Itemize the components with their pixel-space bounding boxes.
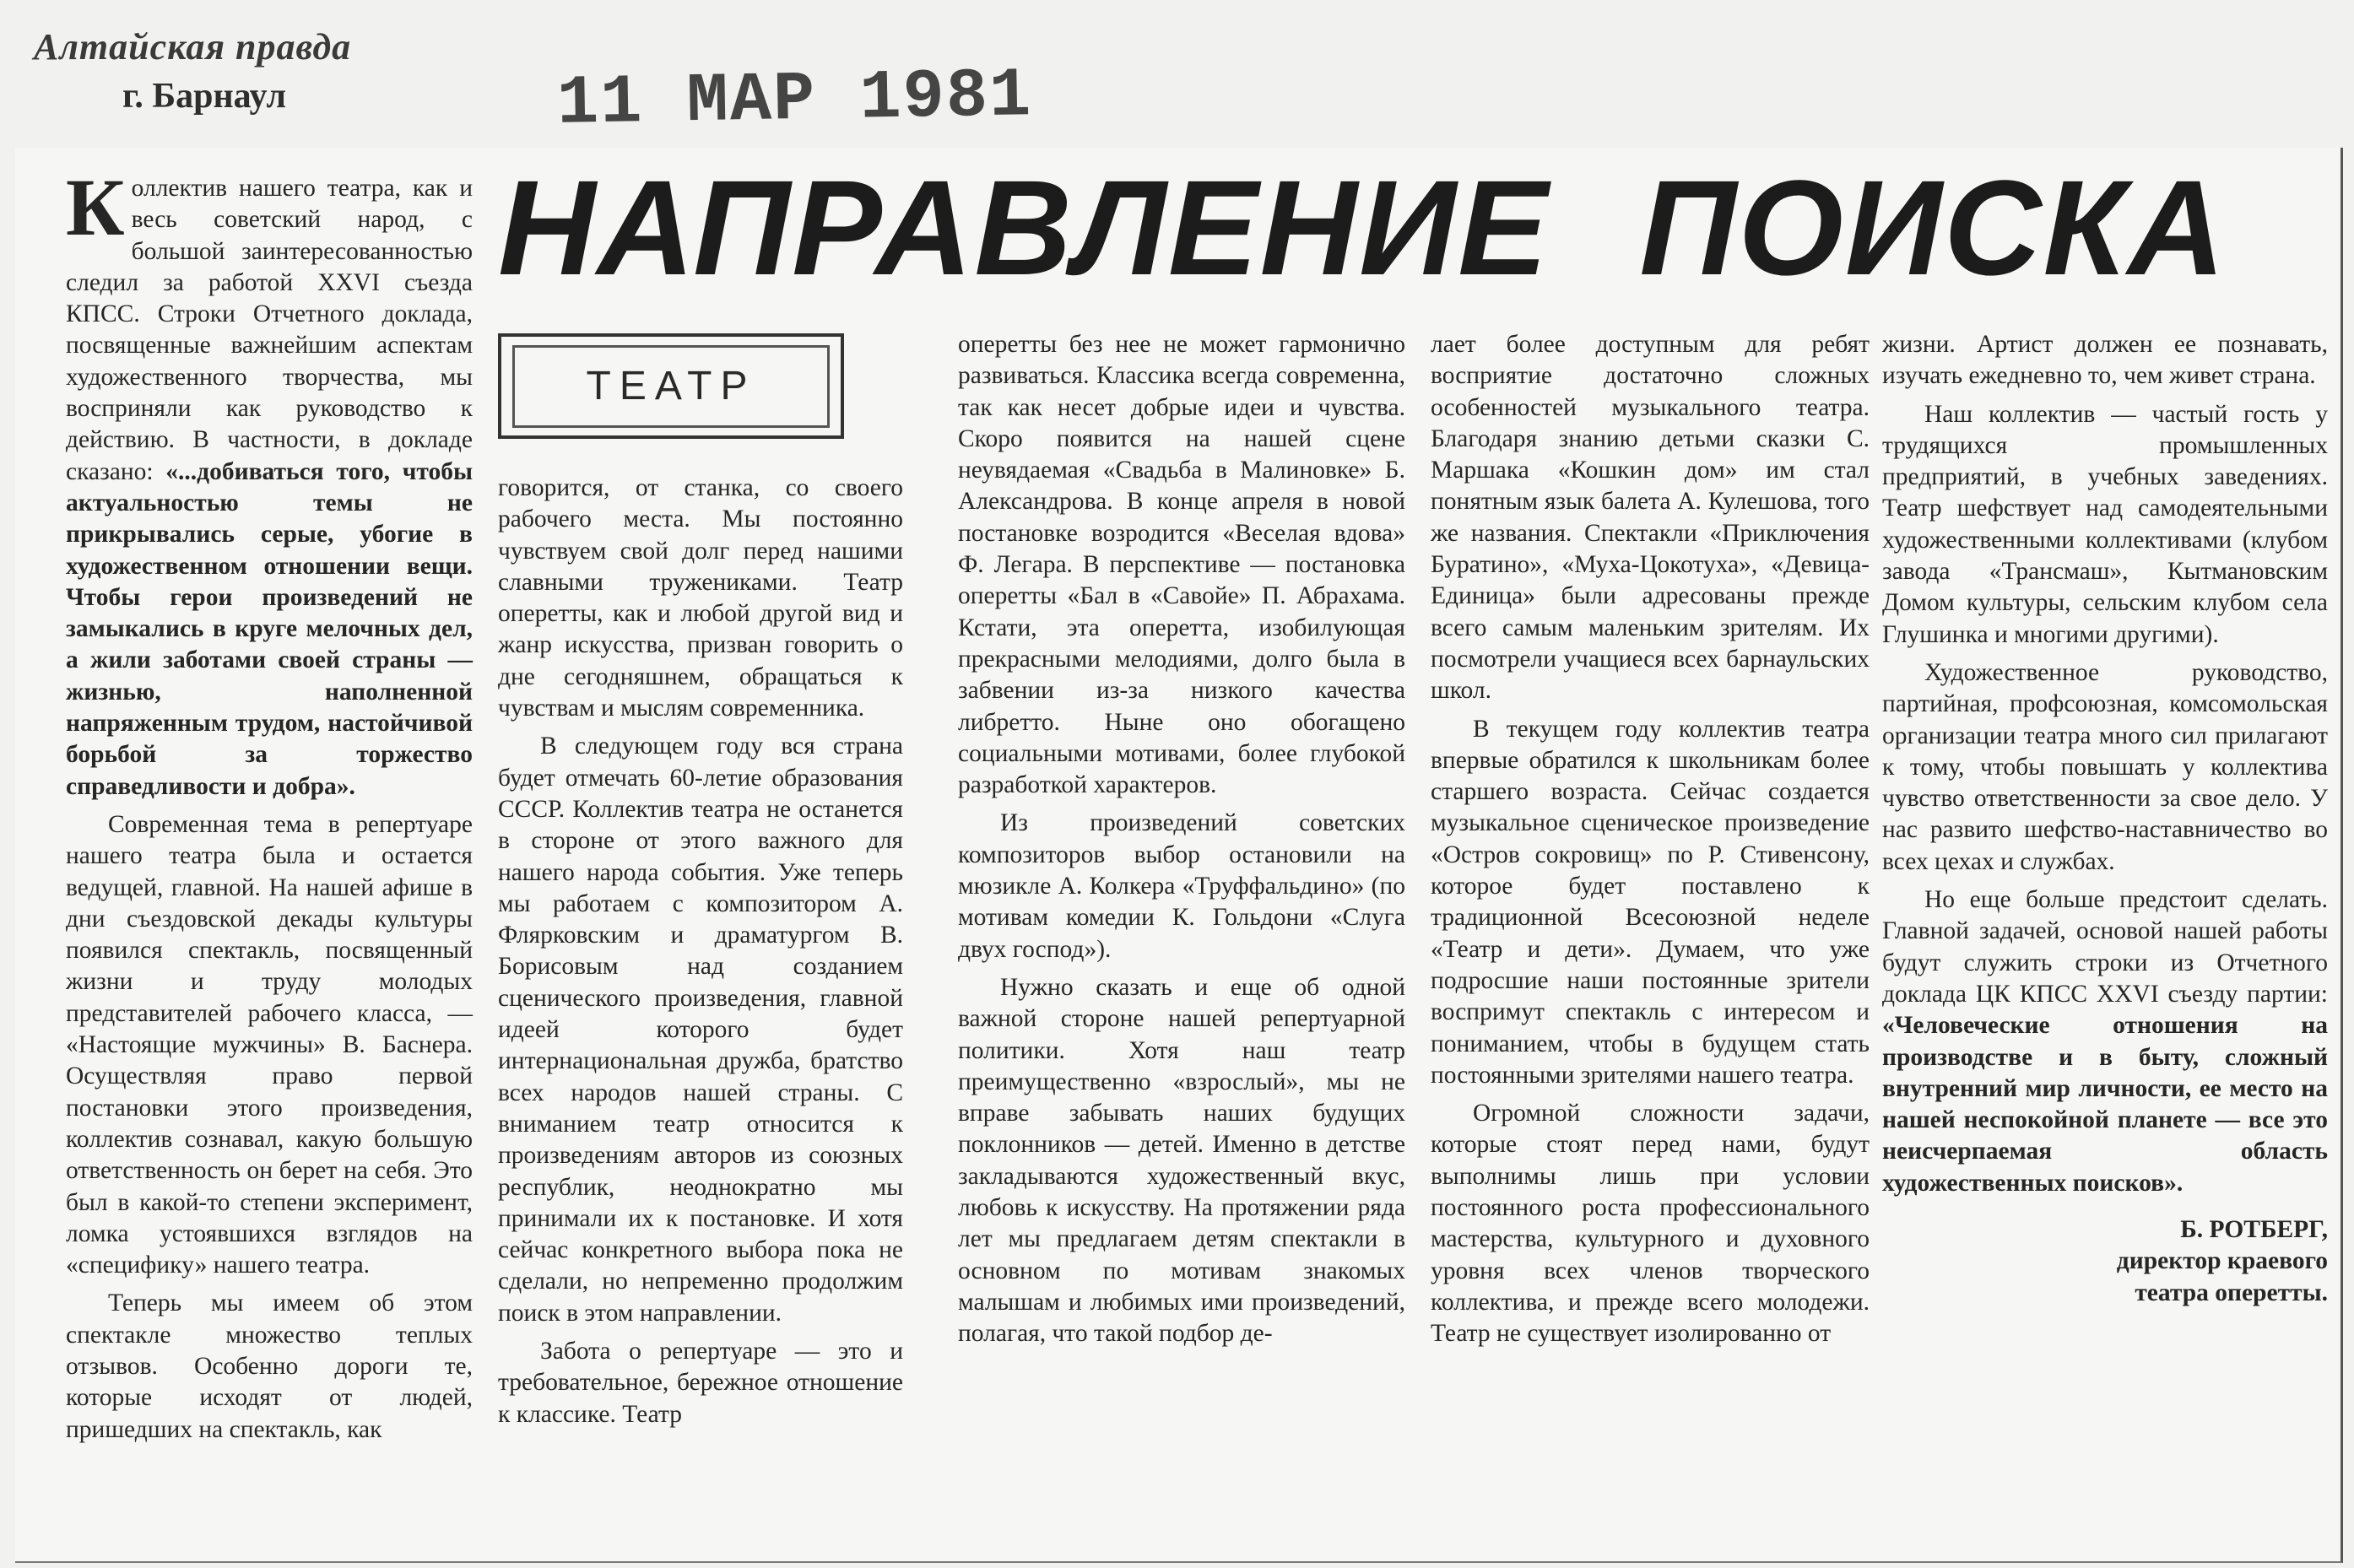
author-position-line-1: директор краевого <box>2116 1247 2328 1275</box>
paragraph: Огромной сложности задачи, которые стоят перед нами, будут выполнимы лишь при условии постоянного роста профессионального мастерства, культурного и духовного уровня всех членов творческого коллектива, и прежде всего молодежи. Театр не существует изолированно от <box>1431 1100 1870 1348</box>
article-column-3 <box>958 329 1405 1350</box>
closing-text: Но еще больше предстоит сделать. Главной задачей, основой нашей работы будут служить строки из Отчетного доклада ЦК КПСС XXVI съезду партии: <box>1882 886 2328 1008</box>
closing-quote: «Человеческие отношения на производстве и в быту, сложный внутренний мир личности, ее место на нашей неспокойной планете — все это неисчерпаемая область художественных поисков». <box>1882 1012 2328 1197</box>
article-headline: НАПРАВЛЕНИЕ ПОИСКА <box>498 152 2227 303</box>
paragraph: В следующем году вся страна будет отмечать 60-летие образования СССР. Коллектив театра не останется в стороне от этого важного для нашего народа события. Уже теперь мы работаем с композитором А. Флярковским и драматургом В. Борисовым над созданием сценического произведения, главной идеей которого будет интернациональная дружба, братство всех народов нашей страны. С вниманием театр относится к произведениям авторов из союзных республик, неоднократно мы принимали их к постановке. И хотя сейчас конкретного выбора пока не сделали, но непременно продолжим поиск в этом направлении. <box>498 733 903 1327</box>
article-column-2 <box>498 473 903 1430</box>
paragraph: Забота о репертуаре — это и требовательное, бережное отношение к классике. Театр <box>498 1338 903 1428</box>
congress-quote: «...добиваться того, чтобы актуальностью темы не прикрывались серые, убогие в художественном отношении вещи. Чтобы герои произведений не замыкались в круге мелочных дел, а жили заботами своей страны — жизнью, наполненной напряженным трудом, настойчивой борьбой за торжество справедливости и добра». <box>66 457 473 800</box>
article-column-5 <box>1882 329 2328 1309</box>
paragraph: Теперь мы имеем об этом спектакле множество теплых отзывов. Особенно дороги те, которые исходят от людей, пришедших на спектакль, как <box>66 1290 473 1443</box>
paragraph: Художественное руководство, партийная, профсоюзная, комсомольская организации театра много сил прилагают к тому, чтобы повышать у коллектива чувство ответственности за свое дело. У нас развито шефство-наставничество во всех цехах и службах. <box>1882 658 2328 875</box>
paragraph: жизни. Артист должен ее познавать, изучать ежедневно то, чем живет страна. <box>1882 331 2328 390</box>
paragraph: Наш коллектив — частый гость у трудящихся промышленных предприятий, в учебных заведениях. Театр шефствует над самодеятельными художественными коллективами (клубом завода «Трансмаш», Кытмановским Домом культуры, сельским клубом села Глушинка и многими другими). <box>1882 400 2328 648</box>
drop-cap: К <box>66 162 125 252</box>
paragraph: Современная тема в репертуаре нашего театра была и остается ведущей, главной. На нашей афише в дни съездовской декады культуры появился спектакль, посвященный жизни и труду молодых представителей рабочего класса, — «Настоящие мужчины» В. Баснера. Осуществляя право первой постановки этого произведения, коллектив сознавал, какую большую ответственность он берет на себя. Это был в какой-то степени эксперимент, ломка устоявшихся взглядов на «специфику» нашего театра. <box>66 810 473 1279</box>
intro-text: оллектив нашего театра, как и весь советский народ, с большой заинтересованностью следил за работой XXVI съезда КПСС. Строки Отчетного доклада, посвященные важнейшим аспектам художественного творчества, мы восприняли как руководство к действию. В частности, в докладе сказано: <box>66 175 473 485</box>
newspaper-name: Алтайская правда <box>34 26 352 68</box>
paragraph: Нужно сказать и еще об одной важной стороне нашей репертуарной политики. Хотя наш театр преимущественно «взрослый», мы не вправе забывать наших будущих поклонников — детей. Именно в детстве закладываются художественный вкус, любовь к искусству. На протяжении ряда лет мы предлагаем детям спектакли в основном по мотивам знакомых малышам и любимых ими произведений, полагая, что такой подбор де- <box>958 973 1405 1348</box>
paragraph <box>66 162 473 803</box>
author-name: Б. РОТБЕРГ, <box>2180 1216 2328 1244</box>
paragraph: Из произведений советских композиторов выбор остановили на мюзикле А. Колкера «Труффальдино» (по мотивам комедии К. Гольдони «Слуга двух господ»). <box>958 809 1405 963</box>
newspaper-city: г. Барнаул <box>122 77 287 116</box>
rubric-label: ТЕАТР <box>512 345 830 428</box>
article-column-1 <box>66 162 473 1446</box>
paragraph: лает более доступным для ребят восприятие достаточно сложных особенностей музыкального театра. Благодаря знанию детьми сказки С. Маршака «Кошкин дом» им стал понятным язык балета А. Кулешова, того же названия. Спектакли «Приключения Буратино», «Муха-Цокотуха», «Девица-Единица» были адресованы прежде всего самым маленьким зрителям. Их посмотрели учащиеся всех барнаульских школ. <box>1431 331 1870 705</box>
paragraph: В текущем году коллектив театра впервые обратился к школьникам более старшего возраста. Сейчас создается музыкальное сценическое произведение «Остров сокровищ» по Р. Стивенсону, которое будет поставлено к традиционной Всесоюзной неделе «Театр и дети». Думаем, что уже подросшие наши постоянные зрители воспримут спектакль с интересом и пониманием, чтобы в будущем стать постоянными зрителями нашего театра. <box>1431 715 1870 1089</box>
paragraph <box>1882 884 2328 1199</box>
author-position-line-2: театра оперетты. <box>2135 1279 2328 1306</box>
paragraph: оперетты без нее не может гармонично развиваться. Классика всегда современна, так как несет добрые идеи и чувства. Скоро появится на нашей сцене неувядаемая «Свадьба в Малиновке» Б. Александрова. В конце апреля в новой постановке возродится «Веселая вдова» Ф. Легара. В перспективе — постановка оперетты «Бал в «Савойе» П. Абрахама. Кстати, эта оперетта, изобилующая прекрасными мелодиями, долго была в забвении из-за низкого качества либретто. Ныне оно обогащено социальными мотивами, более глубокой разработкой характеров. <box>958 331 1405 799</box>
paragraph: говорится, от станка, со своего рабочего места. Мы постоянно чувствуем свой долг перед нашими славными тружениками. Театр оперетты, как и любой другой вид и жанр искусства, призван говорить о дне сегодняшнем, обращаться к чувствам и мыслям современника. <box>498 474 903 722</box>
date-stamp: 11 МАР 1981 <box>556 57 1034 143</box>
article-column-4 <box>1431 329 1870 1350</box>
rubric-box <box>498 333 844 439</box>
